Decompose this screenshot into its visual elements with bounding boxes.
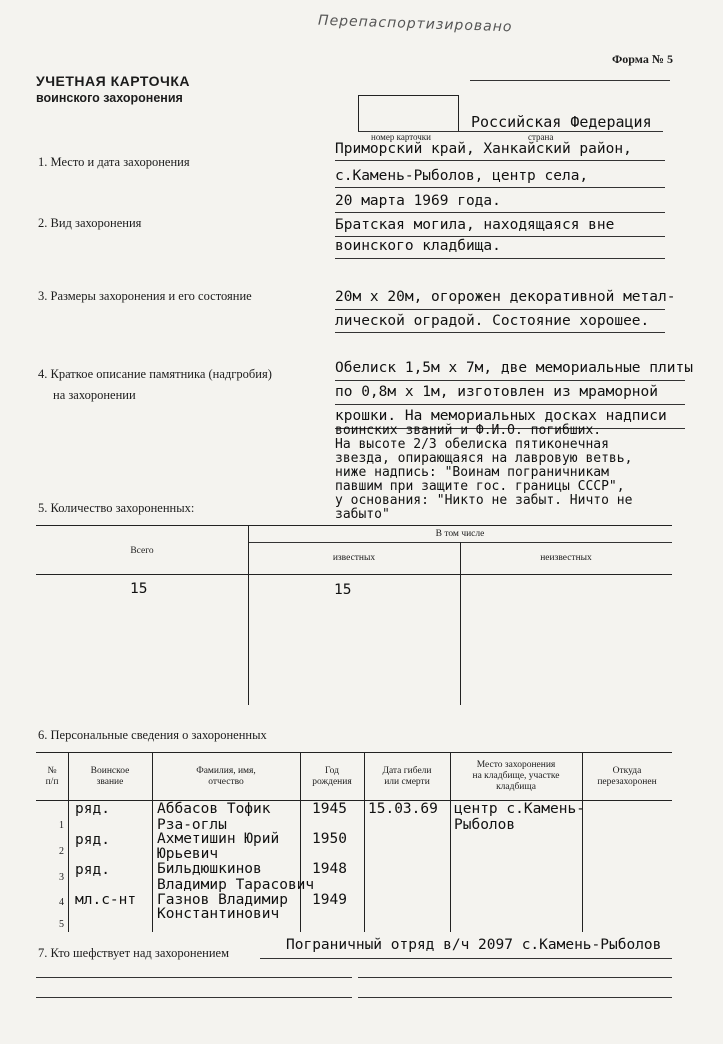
patron-value: Пограничный отряд в/ч 2097 с.Камень-Рыболов — [286, 937, 662, 953]
country-value: Российская Федерация — [471, 113, 652, 131]
section-4-label: 4. Краткое описание памятника (надгробия) — [38, 367, 272, 381]
header-line: п/п — [45, 777, 59, 787]
rule — [260, 958, 672, 959]
row-name: Ахметишин Юрий — [157, 831, 280, 847]
monument-line-2: по 0,8м х 1м, изготовлен из мраморной — [335, 384, 659, 400]
header-place — [450, 760, 582, 793]
rule — [335, 258, 665, 259]
monument-line-4: воинских званий и Ф.И.О. погибших. — [335, 423, 602, 438]
place-date-line-3: 20 марта 1969 года. — [335, 193, 501, 209]
header-line: отчество — [208, 777, 244, 787]
rule — [248, 525, 249, 705]
count-header-bottom — [36, 574, 672, 575]
header-line: на кладбище, участке — [472, 771, 560, 781]
row-number: 1 — [59, 820, 64, 831]
place-date-line-2: с.Камень-Рыболов, центр села, — [335, 168, 589, 184]
row-place: центр с.Камень- — [454, 801, 585, 817]
card-title: УЧЕТНАЯ КАРТОЧКА — [36, 73, 191, 89]
row-name-cont: Владимир Тарасович — [157, 877, 315, 893]
header-line: звание — [96, 777, 124, 787]
row-death: 15.03.69 — [368, 801, 438, 817]
monument-line-8: павшим при защите гос. границы СССР", — [335, 479, 625, 494]
header-line: Откуда — [612, 766, 642, 776]
row-rank: ряд. — [75, 801, 110, 817]
row-rank: мл.с-нт — [75, 892, 137, 908]
rule — [358, 997, 672, 998]
row-number: 3 — [59, 872, 64, 883]
rule — [36, 997, 352, 998]
monument-line-3: крошки. На мемориальных досках надписи — [335, 408, 667, 424]
section-3-label: 3. Размеры захоронения и его состояние — [38, 289, 252, 303]
type-line-1: Братская могила, находящаяся вне — [335, 217, 615, 233]
card-number-label: номер карточки — [371, 132, 431, 142]
row-name: Бильдюшкинов — [157, 861, 262, 877]
row-name-cont: Юрьевич — [157, 846, 219, 862]
rule — [358, 977, 672, 978]
section-4-label-cont: на захоронении — [53, 388, 136, 402]
including-header: В том числе — [435, 529, 485, 539]
rule — [335, 236, 665, 237]
row-number: 4 — [59, 897, 64, 908]
monument-line-7: ниже надпись: "Воинам пограничникам — [335, 465, 609, 480]
header-line: Дата гибели — [382, 766, 432, 776]
row-birth: 1949 — [312, 892, 347, 908]
section-5-label: 5. Количество захороненных: — [38, 501, 195, 515]
header-death — [364, 766, 450, 788]
header-line: Место захоронения — [476, 760, 556, 770]
type-line-2: воинского кладбища. — [335, 238, 501, 254]
section-7-label: 7. Кто шефствует над захоронением — [38, 946, 229, 960]
header-line: Фамилия, имя, — [196, 766, 256, 776]
card-subtitle: воинского захоронения — [36, 91, 183, 105]
header-line: кладбища — [496, 782, 536, 792]
row-name: Аббасов Тофик — [157, 801, 271, 817]
rule — [335, 212, 665, 213]
header-line: или смерти — [384, 777, 430, 787]
section-6-label: 6. Персональные сведения о захороненных — [38, 728, 267, 742]
rule — [460, 542, 461, 705]
rule — [335, 380, 685, 381]
row-birth: 1950 — [312, 831, 347, 847]
rule — [335, 332, 665, 333]
row-number: 5 — [59, 919, 64, 930]
rule — [335, 187, 665, 188]
top-right-line — [470, 80, 670, 81]
header-name — [152, 766, 300, 788]
card-number-box — [358, 95, 459, 132]
header-line: Воинское — [90, 766, 130, 776]
count-table-top — [36, 525, 672, 526]
monument-line-6: звезда, опирающаяся на лавровую ветвь, — [335, 451, 633, 466]
persons-table-top — [36, 752, 672, 753]
country-label: страна — [528, 132, 554, 142]
row-birth: 1948 — [312, 861, 347, 877]
row-birth: 1945 — [312, 801, 347, 817]
rule — [335, 309, 665, 310]
size-line-1: 20м х 20м, огорожен декоративной метал- — [335, 289, 676, 305]
row-name: Газнов Владимир — [157, 892, 288, 908]
header-birth — [300, 766, 364, 788]
handwritten-note: Перепаспортизировано — [317, 12, 513, 36]
total-value: 15 — [130, 581, 148, 597]
monument-line-9: у основания: "Никто не забыт. Ничто не — [335, 493, 633, 508]
rule — [36, 977, 352, 978]
form-number: Форма № 5 — [612, 52, 673, 66]
known-header: известных — [332, 553, 376, 563]
header-from — [582, 766, 672, 788]
section-1-label: 1. Место и дата захоронения — [38, 155, 190, 169]
header-num — [36, 766, 68, 788]
total-header: Всего — [130, 546, 154, 556]
row-place-cont: Рыболов — [454, 817, 516, 833]
rule — [335, 404, 685, 405]
row-name-cont: Рза-оглы — [157, 817, 227, 833]
monument-line-1: Обелиск 1,5м х 7м, две мемориальные плиты — [335, 360, 693, 376]
known-value: 15 — [334, 582, 352, 598]
row-number: 2 — [59, 846, 64, 857]
section-2-label: 2. Вид захоронения — [38, 216, 142, 230]
header-rank — [68, 766, 152, 788]
row-rank: ряд. — [75, 832, 110, 848]
header-line: перезахоронен — [597, 777, 657, 787]
size-line-2: лической оградой. Состояние хорошее. — [335, 313, 650, 329]
row-rank: ряд. — [75, 862, 110, 878]
place-date-line-1: Приморский край, Ханкайский район, — [335, 141, 632, 157]
row-name-cont: Константинович — [157, 906, 280, 922]
monument-line-10: забыто" — [335, 507, 390, 522]
monument-line-5: На высоте 2/3 обелиска пятиконечная — [335, 437, 609, 452]
header-line: № — [47, 766, 57, 776]
rule — [335, 160, 665, 161]
unknown-header: неизвестных — [540, 553, 592, 563]
header-line: рождения — [312, 777, 352, 787]
header-line: Год — [325, 766, 339, 776]
